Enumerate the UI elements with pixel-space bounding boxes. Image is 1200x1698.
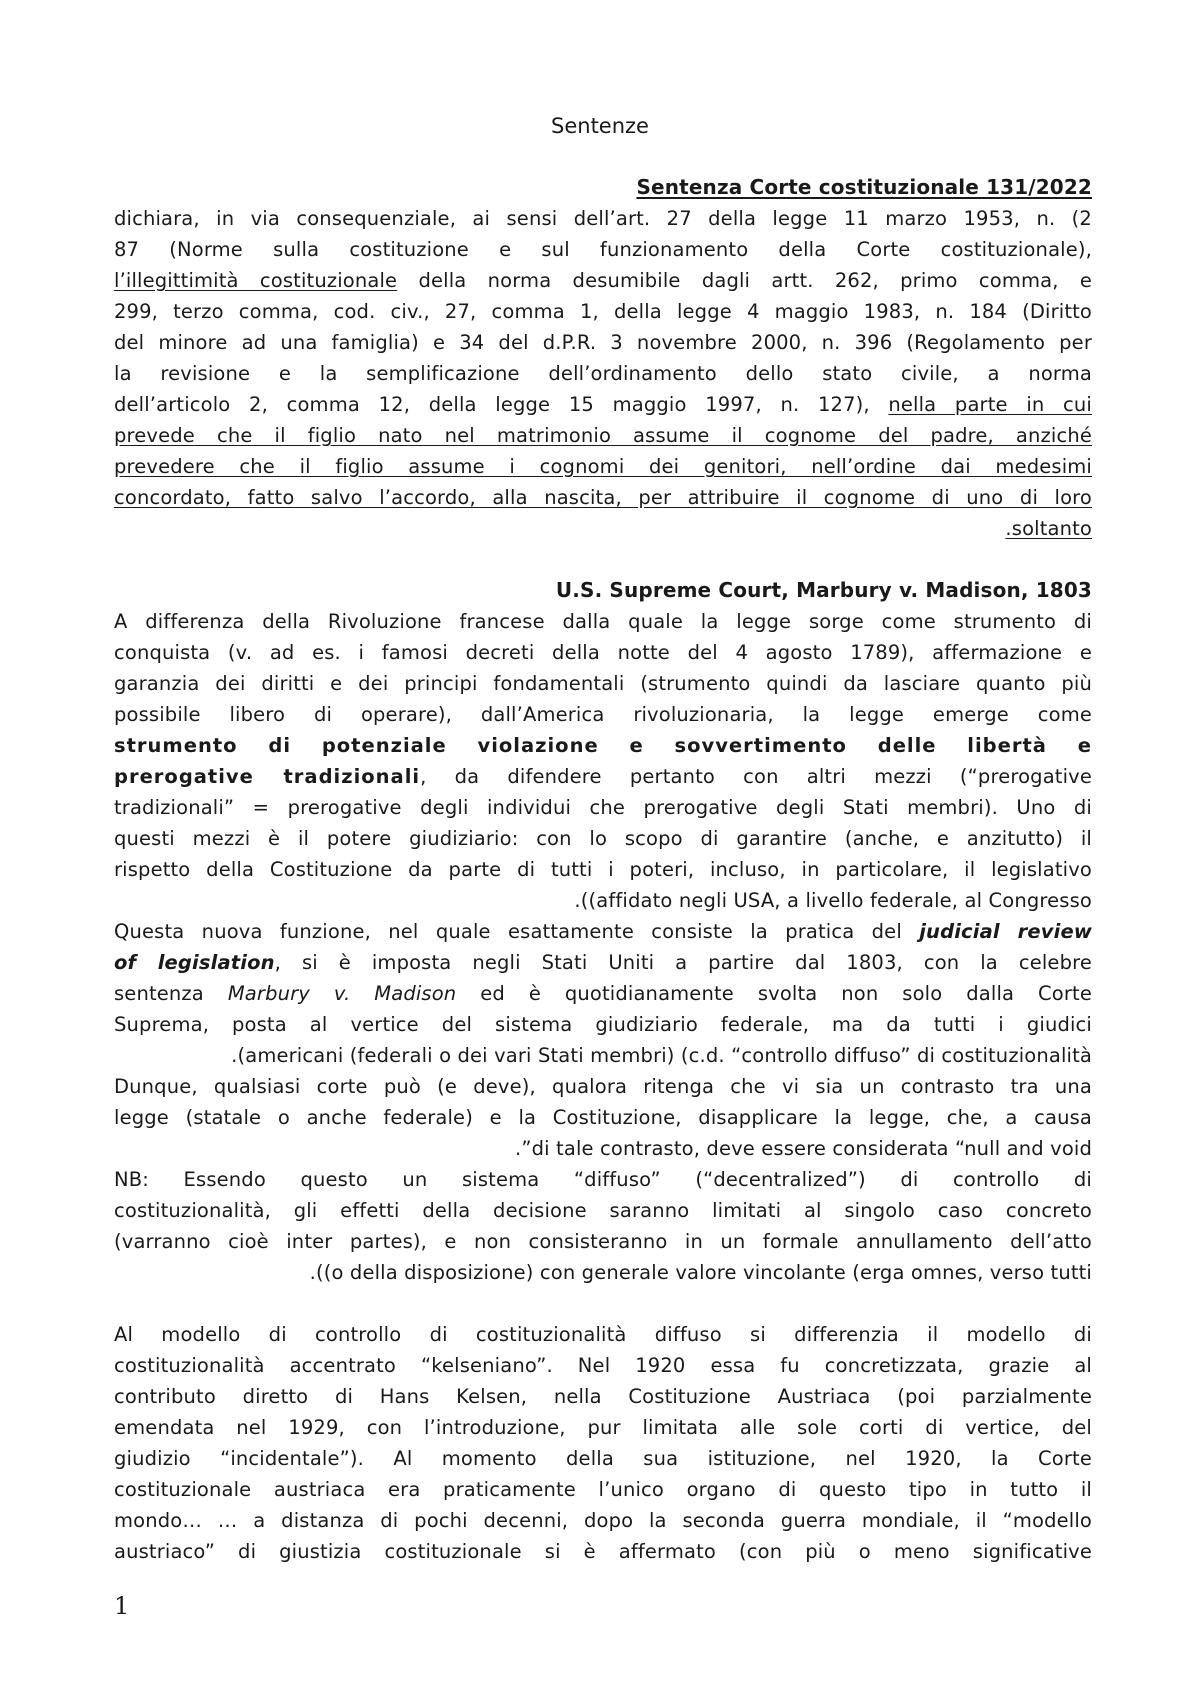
page-title: Sentenze [551,114,649,138]
text-line: .(americani (federali o dei vari Stati membri) (c.d. “controllo diffuso” di costituzionalità [231,1044,1092,1067]
text-line: garanzia dei diritti e dei principi fondamentali (strumento quindi da lasciare quanto più [114,672,1092,695]
text-line: possibile libero di operare), dall’America rivoluzionaria, la legge emerge come [114,703,1092,726]
text-line: mondo… … a distanza di pochi decenni, dopo la seconda guerra mondiale, il “modello [114,1509,1092,1532]
bold-italic-phrase: judicial review [919,920,1093,943]
text-line: tradizionali” = prerogative degli individui che prerogative degli Stati membri). Uno di [114,796,1092,819]
text-span: sentenza [114,982,228,1005]
text-line [114,978,1092,1009]
text-line: conquista (v. ad es. i famosi decreti della notte del 4 agosto 1789), affermazione e [114,641,1092,664]
bold-phrase: prerogative tradizionali [114,765,421,788]
paragraph-gap [114,1288,1092,1319]
bold-italic-phrase: of legislation [114,951,275,974]
paragraph-gap [114,544,1092,575]
text-span: , si è imposta negli Stati Uniti a partire dal 1803, con la celebre [274,951,1092,974]
text-line: NB: Essendo questo un sistema “diffuso” (“decentralized”) di controllo di [114,1168,1092,1191]
bold-line: strumento di potenziale violazione e sovvertimento delle libertà e [114,734,1092,757]
text-line: A differenza della Rivoluzione francese dalla quale la legge sorge come strumento di [114,610,1092,633]
text-line [114,947,1092,978]
text-line: .((affidato negli USA, a livello federale, al Congresso [574,889,1092,912]
text-line: prevedere che il figlio assume i cognomi dei genitori, nell’ordine dai medesimi [114,455,1092,478]
text-line: .((o della disposizione) con generale valore vincolante (erga omnes, verso tutti [309,1261,1092,1284]
text-span: della norma desumibile dagli artt. 262, primo comma, e [397,269,1093,292]
text-line [114,513,1092,544]
text-line: la revisione e la semplificazione dell’ordinamento dello stato civile, a norma [114,362,1092,385]
text-span: dell’articolo 2, comma 12, della legge 15 maggio 1997, n. 127), [114,393,889,416]
text-line: 299, terzo comma, cod. civ., 27, comma 1, della legge 4 maggio 1983, n. 184 (Diritto [114,300,1092,323]
text-line [114,761,1092,792]
text-line [114,265,1092,296]
underlined-phrase: .soltanto [1005,517,1092,540]
italic-phrase: Marbury v. Madison [227,982,457,1005]
section-heading-marbury: U.S. Supreme Court, Marbury v. Madison, 1803 [555,578,1092,602]
text-line: Suprema, posta al vertice del sistema giudiziario federale, ma da tutti i giudici [114,1013,1092,1036]
text-line: questi mezzi è il potere giudiziario: con lo scopo di garantire (anche, e anzitutto) il [114,827,1092,850]
page-number: 1 [114,1592,130,1620]
section-heading-sentenza-131: Sentenza Corte costituzionale 131/2022 [636,175,1092,199]
text-span: , da difendere pertanto con altri mezzi (“prerogative [420,765,1092,788]
text-line: (varranno cioè inter partes), e non consisteranno in un formale annullamento dell’atto [114,1230,1092,1253]
text-line [114,916,1092,947]
text-line: costituzionalità accentrato “kelseniano”. Nel 1920 essa fu concretizzata, grazie al [114,1354,1092,1377]
text-line: giudizio “incidentale”). Al momento della sua istituzione, nel 1920, la Corte [114,1447,1092,1470]
text-line: Al modello di controllo di costituzionalità diffuso si differenzia il modello di [114,1323,1092,1346]
document-body [114,172,1092,1567]
text-line: del minore ad una famiglia) e 34 del d.P.R. 3 novembre 2000, n. 396 (Regolamento per [114,331,1092,354]
text-line: legge (statale o anche federale) e la Costituzione, disapplicare la legge, che, a causa [114,1106,1092,1129]
text-line [114,389,1092,420]
text-line: costituzionalità, gli effetti della decisione saranno limitati al singolo caso concreto [114,1199,1092,1222]
text-line: Dunque, qualsiasi corte può (e deve), qualora ritenga che vi sia un contrasto tra una [114,1075,1092,1098]
text-line: emendata nel 1929, con l’introduzione, pur limitata alle sole corti di vertice, del [114,1416,1092,1439]
text-line: prevede che il figlio nato nel matrimonio assume il cognome del padre, anziché [114,424,1092,447]
text-span: Questa nuova funzione, nel quale esattamente consiste la pratica del [114,920,920,943]
text-line: dichiara, in via consequenziale, ai sensi dell’art. 27 della legge 11 marzo 1953, n. (2 [114,207,1092,230]
text-line: austriaco” di giustizia costituzionale si è affermato (con più o meno significative [114,1540,1092,1563]
text-line: 87 (Norme sulla costituzione e sul funzionamento della Corte costituzionale), [114,238,1092,261]
text-line: concordato, fatto salvo l’accordo, alla nascita, per attribuire il cognome di uno di loro [114,486,1092,509]
text-line: contributo diretto di Hans Kelsen, nella Costituzione Austriaca (poi parzialmente [114,1385,1092,1408]
text-line: costituzionale austriaca era praticamente l’unico organo di questo tipo in tutto il [114,1478,1092,1501]
underlined-phrase: l’illegittimità costituzionale [114,269,398,292]
text-span: ed è quotidianamente svolta non solo dalla Corte [456,982,1092,1005]
text-line: .”di tale contrasto, deve essere considerata “null and void [515,1137,1092,1160]
underlined-phrase: nella parte in cui [888,393,1093,416]
text-line: rispetto della Costituzione da parte di tutti i poteri, incluso, in particolare, il legislativo [114,858,1092,881]
